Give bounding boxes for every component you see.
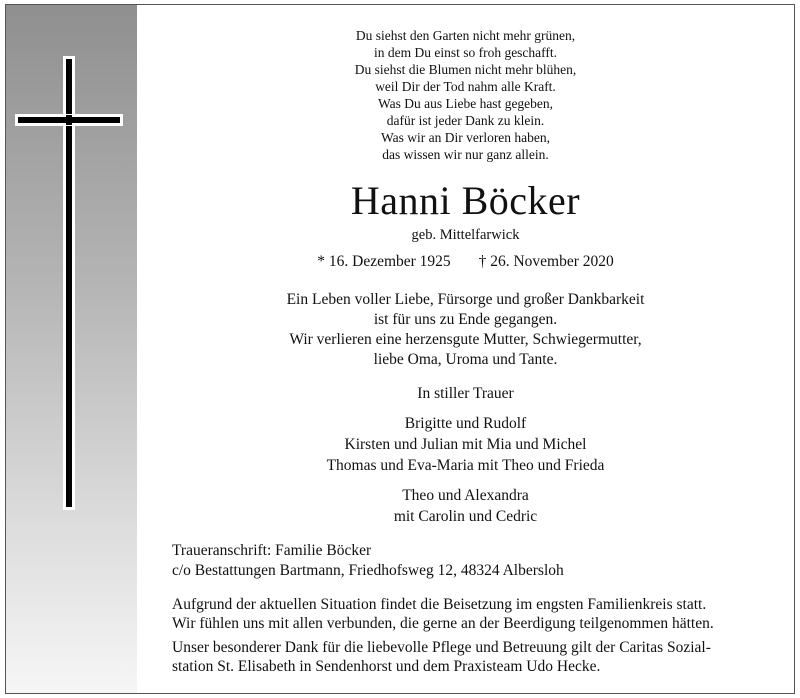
tribute-line: Ein Leben voller Liebe, Fürsorge und großer Dankbarkeit (286, 291, 645, 308)
notice-line: Unser besonderer Dank für die liebevolle Pflege und Betreuung gilt der Caritas Sozial- (172, 639, 711, 656)
notice-line: station St. Elisabeth in Sendenhorst und dem Praxisteam Udo Hecke. (172, 658, 601, 675)
poem-line: Du siehst den Garten nicht mehr grünen, (355, 28, 576, 43)
side-panel (6, 5, 137, 693)
address-line: Traueranschrift: Familie Böcker (172, 542, 372, 559)
birth-name: geb. Mittelfarwick (411, 227, 520, 243)
life-dates (137, 253, 794, 271)
poem (137, 27, 794, 163)
poem-line: dafür ist jeder Dank zu klein. (386, 113, 545, 128)
obituary-card (5, 4, 795, 694)
poem-line: in dem Du einst so froh geschafft. (373, 45, 558, 60)
poem-line: weil Dir der Tod nahm alle Kraft. (375, 79, 556, 94)
poem-line: das wissen wir nur ganz allein. (382, 147, 549, 162)
mourner-line: Kirsten und Julian mit Mia und Michel (344, 436, 587, 453)
mourners (137, 383, 794, 527)
birth-date: * 16. Dezember 1925 (317, 253, 451, 270)
mourner-line: Thomas und Eva-Maria mit Theo und Frieda (326, 457, 605, 474)
mourner-line: mit Carolin und Cedric (393, 508, 538, 525)
death-date: † 26. November 2020 (478, 253, 614, 270)
cross-icon-joint (66, 115, 72, 125)
poem-line: Was wir an Dir verloren haben, (380, 130, 551, 145)
notices (172, 595, 788, 681)
poem-line: Was Du aus Liebe hast gegeben, (377, 96, 554, 111)
obituary-content (137, 5, 794, 693)
thanks-notice (172, 638, 788, 676)
condolence-address (172, 541, 564, 581)
notice-line: Wir fühlen uns mit allen verbunden, die gerne an der Beerdigung teilgenommen hätten. (172, 615, 714, 632)
deceased-name: Hanni Böcker (350, 178, 581, 223)
mourner-line: Theo und Alexandra (402, 487, 529, 504)
poem-line: Du siehst die Blumen nicht mehr blühen, (354, 62, 577, 77)
tribute-line: Wir verlieren eine herzensgute Mutter, Schwiegermutter, (289, 331, 642, 348)
address-line: c/o Bestattungen Bartmann, Friedhofsweg 12, 48324 Albersloh (172, 562, 564, 579)
tribute-line: liebe Oma, Uroma und Tante. (373, 351, 558, 368)
notice-line: Aufgrund der aktuellen Situation findet die Beisetzung im engsten Familienkreis statt. (172, 596, 707, 613)
mourning-heading: In stiller Trauer (417, 385, 514, 402)
tribute-line: ist für uns zu Ende gegangen. (373, 311, 558, 328)
mourner-line: Brigitte und Rudolf (404, 415, 527, 432)
funeral-notice (172, 595, 788, 633)
tribute-text (137, 290, 794, 370)
cross-icon (66, 59, 72, 507)
